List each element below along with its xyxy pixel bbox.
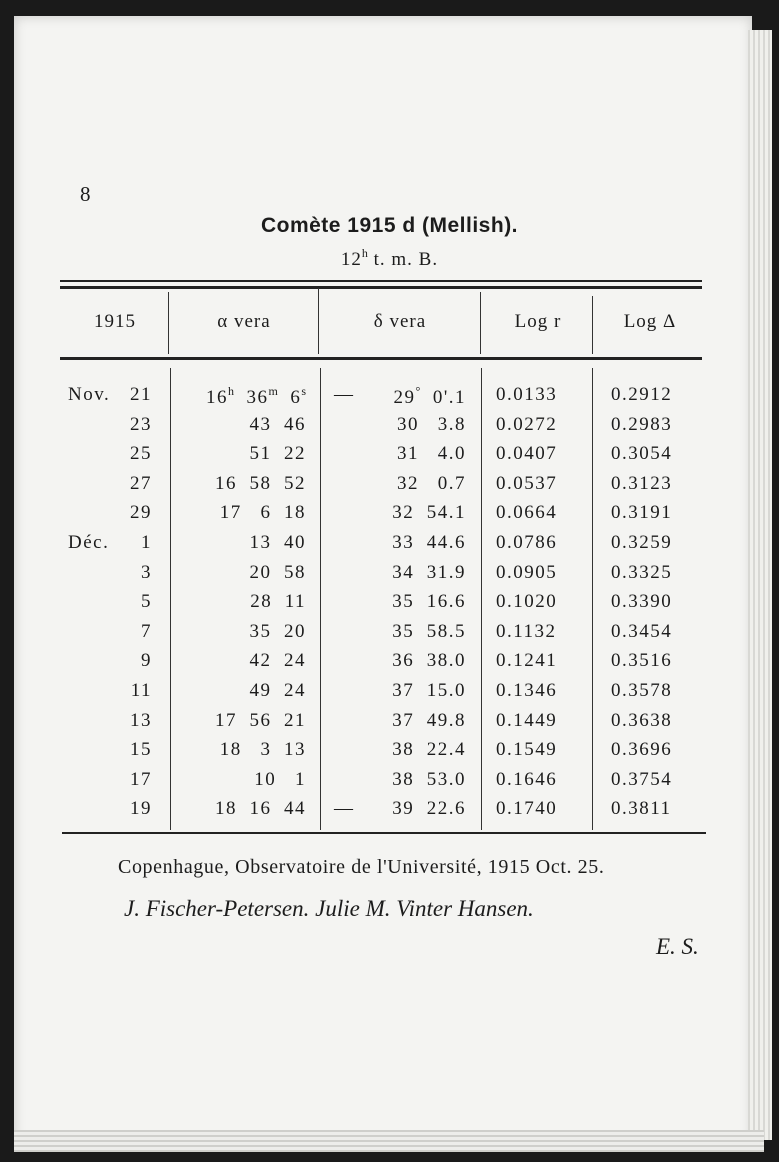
page-subtitle [0,246,779,271]
row-day: 7 [141,620,152,642]
row-log-delta: 0.3811 [611,798,672,820]
row-day: 19 [130,798,152,820]
row-declination: 33 44.6 [392,532,466,553]
row-log-r: 0.0407 [496,443,558,465]
row-day: 5 [141,591,152,613]
table-top-rule-2 [60,286,702,289]
row-log-r: 0.0905 [496,561,558,583]
row-day: 23 [130,413,152,435]
table-bottom-rule [62,832,706,834]
row-log-delta: 0.3390 [611,591,673,613]
row-day: 3 [141,561,152,583]
footer-location: Copenhague, Observatoire de l'Université, 1915 Oct. 25. [118,856,605,878]
row-right-ascension: 28 11 [250,591,306,613]
row-log-delta: 0.3054 [611,443,673,465]
row-log-r: 0.0537 [496,472,558,494]
row-dec-sign: — [334,798,355,820]
row-log-delta: 0.3516 [611,650,673,672]
col-divider [170,368,171,830]
row-day: 25 [130,443,152,465]
authors: J. Fischer-Petersen. Julie M. Vinter Hansen. [124,896,534,921]
row-day: 13 [130,709,152,731]
initials: E. S. [656,934,699,959]
row-log-delta: 0.3123 [611,472,673,494]
row-log-r: 0.1346 [496,680,558,701]
page-title: Comète 1915 d (Mellish). [260,214,519,237]
row-right-ascension: 16$^h$ 36$^m$ 6$^s$ [205,384,306,408]
row-right-ascension: 18 16 44 [215,798,306,820]
row-log-delta: 0.3325 [611,561,673,583]
row-declination: 34 31.9 [392,561,466,583]
row-right-ascension: 10 1 [254,768,306,790]
row-declination: 32 0.7 [397,472,466,494]
row-day: 27 [130,472,152,494]
row-declination: 29° 0'.1 [393,384,466,408]
row-log-r: 0.1449 [496,709,558,731]
row-log-r: 0.0272 [496,413,558,435]
row-day: 9 [141,650,152,672]
col-divider [320,368,321,830]
row-log-r: 0.1132 [496,620,557,642]
row-declination: 39 22.6 [392,798,466,820]
row-log-delta: 0.3754 [611,768,673,790]
subtitle-rest: t. m. B. [373,249,439,270]
row-log-delta: 0.3578 [611,680,673,701]
row-right-ascension: 17 6 18 [219,502,306,524]
row-log-delta: 0.3696 [611,739,673,761]
row-day: 1 [141,532,152,553]
header-delta: δ vera [373,311,427,332]
table-top-rule [60,280,702,282]
header-alpha: α vera [217,311,271,332]
row-log-delta: 0.3638 [611,709,673,731]
page-edge-right [748,30,772,1140]
row-log-r: 0.1549 [496,739,558,761]
row-day: 11 [130,680,152,701]
col-divider [481,368,482,830]
col-divider [480,292,481,354]
row-day: 15 [130,739,152,761]
row-day: 17 [130,768,152,790]
row-day: 29 [130,502,152,524]
row-declination: 36 38.0 [392,650,466,672]
row-right-ascension: 16 58 52 [215,472,306,494]
subtitle-hour-sup: h [361,246,368,260]
row-declination: 35 16.6 [392,591,466,613]
header-year: 1915 [94,311,136,332]
row-right-ascension: 18 3 13 [219,739,306,761]
row-right-ascension: 51 22 [249,443,306,465]
row-declination: 32 54.1 [392,502,466,524]
row-declination: 35 58.5 [392,620,466,642]
row-log-delta: 0.3259 [611,532,673,553]
row-declination: 31 4.0 [397,443,466,465]
row-log-r: 0.1646 [496,768,558,790]
row-right-ascension: 43 46 [249,413,306,435]
row-log-r: 0.1241 [496,650,558,672]
row-declination: 37 49.8 [392,709,466,731]
col-divider [592,368,593,830]
row-right-ascension: 35 20 [249,620,306,642]
page-number: 8 [80,182,91,206]
row-log-r: 0.0133 [496,384,558,405]
row-right-ascension: 20 58 [249,561,306,583]
row-log-delta: 0.3191 [611,502,673,524]
row-log-r: 0.1020 [496,591,558,613]
row-right-ascension: 17 56 21 [215,709,306,731]
page-edge-bottom [14,1130,764,1152]
row-declination: 30 3.8 [397,413,466,435]
row-log-delta: 0.3454 [611,620,673,642]
row-right-ascension: 49 24 [249,680,306,701]
row-dec-sign: — [334,384,355,405]
row-right-ascension: 13 40 [249,532,306,553]
row-month: Déc. [68,532,110,553]
col-divider [318,288,319,354]
row-log-r: 0.0786 [496,532,558,553]
row-declination: 37 15.0 [392,680,466,701]
header-log-delta: Log Δ [623,311,677,332]
row-day: 21 [130,384,152,405]
row-month: Nov. [68,384,111,405]
col-divider [168,292,169,354]
subtitle-hour: 12 [340,249,362,270]
header-log-r: Log r [514,311,562,332]
row-log-delta: 0.2983 [611,413,673,435]
row-declination: 38 53.0 [392,768,466,790]
row-log-r: 0.1740 [496,798,558,820]
row-log-delta: 0.2912 [611,384,673,405]
header-rule [60,357,702,360]
col-divider [592,296,593,354]
row-right-ascension: 42 24 [249,650,306,672]
row-log-r: 0.0664 [496,502,558,524]
row-declination: 38 22.4 [392,739,466,761]
